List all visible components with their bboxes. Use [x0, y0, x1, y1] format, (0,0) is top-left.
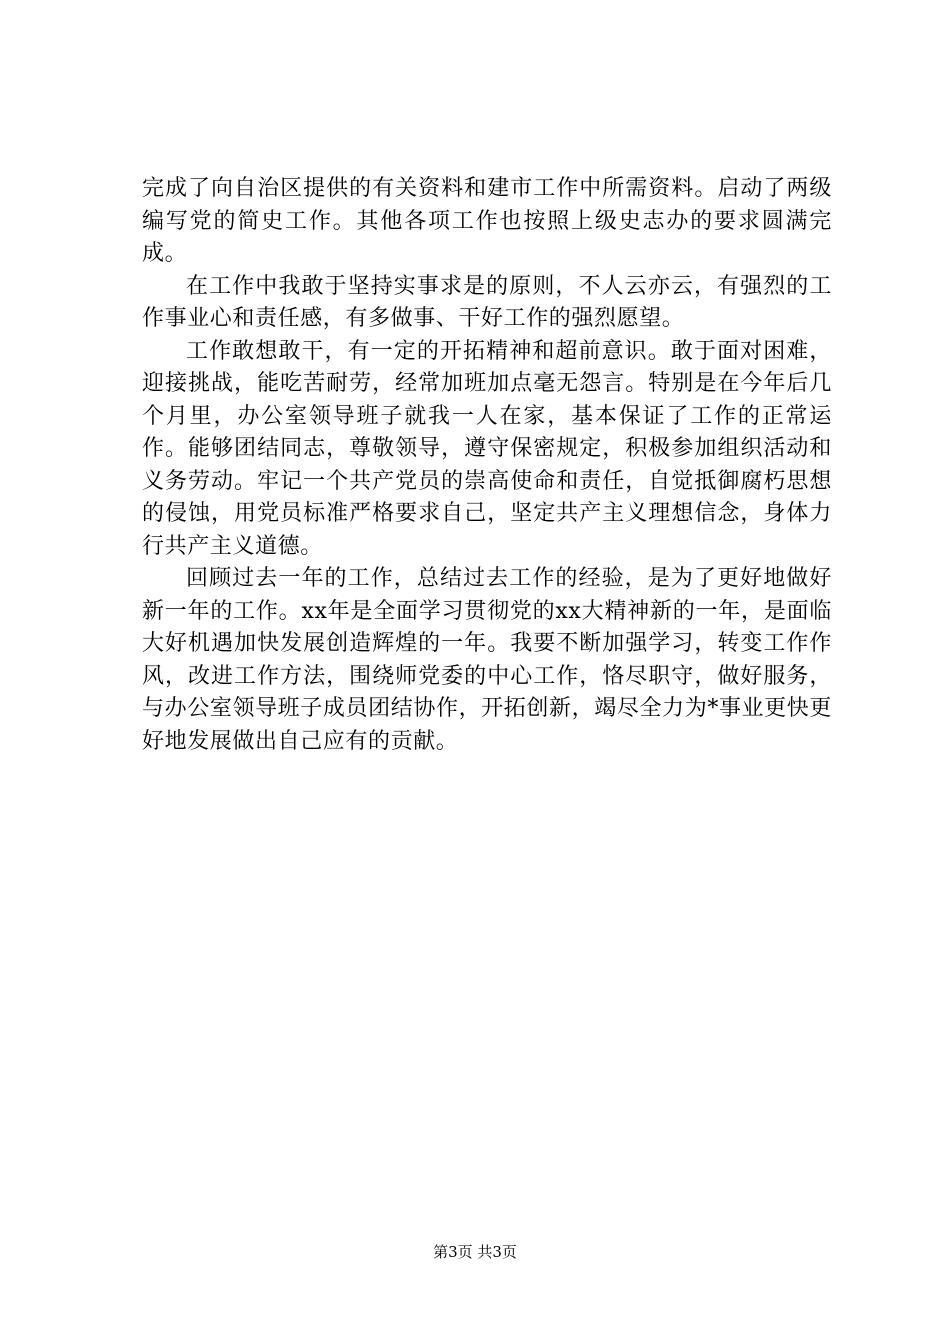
- paragraph-1: 完成了向自治区提供的有关资料和建市工作中所需资料。启动了两级编写党的简史工作。其他各项工作也按照上级史志办的要求圆满完成。: [142, 176, 832, 266]
- page-number: 第3页 共3页: [433, 1243, 517, 1261]
- paragraph-4: 回顾过去一年的工作，总结过去工作的经验，是为了更好地做好新一年的工作。xx年是全面学习贯彻党的xx大精神新的一年，是面临大好机遇加快发展创造辉煌的一年。我要不断加强学习，转变工作作风，改进工作方法，围绕师党委的中心工作，恪尽职守，做好服务，与办公室领导班子成员团结协作，开拓创新，竭尽全力为*事业更快更好地发展做出自己应有的贡献。: [142, 566, 832, 754]
- page-footer: [0, 1242, 950, 1262]
- document-body: [142, 173, 832, 758]
- paragraph-3: 工作敢想敢干，有一定的开拓精神和超前意识。敢于面对困难，迎接挑战，能吃苦耐劳，经常加班加点毫无怨言。特别是在今年后几个月里，办公室领导班子就我一人在家，基本保证了工作的正常运作。能够团结同志，尊敬领导，遵守保密规定，积极参加组织活动和义务劳动。牢记一个共产党员的崇高使命和责任，自觉抵御腐朽思想的侵蚀，用党员标准严格要求自己，坚定共产主义理想信念，身体力行共产主义道德。: [142, 338, 832, 559]
- paragraph-2: 在工作中我敢于坚持实事求是的原则，不人云亦云，有强烈的工作事业心和责任感，有多做事、干好工作的强烈愿望。: [142, 273, 832, 331]
